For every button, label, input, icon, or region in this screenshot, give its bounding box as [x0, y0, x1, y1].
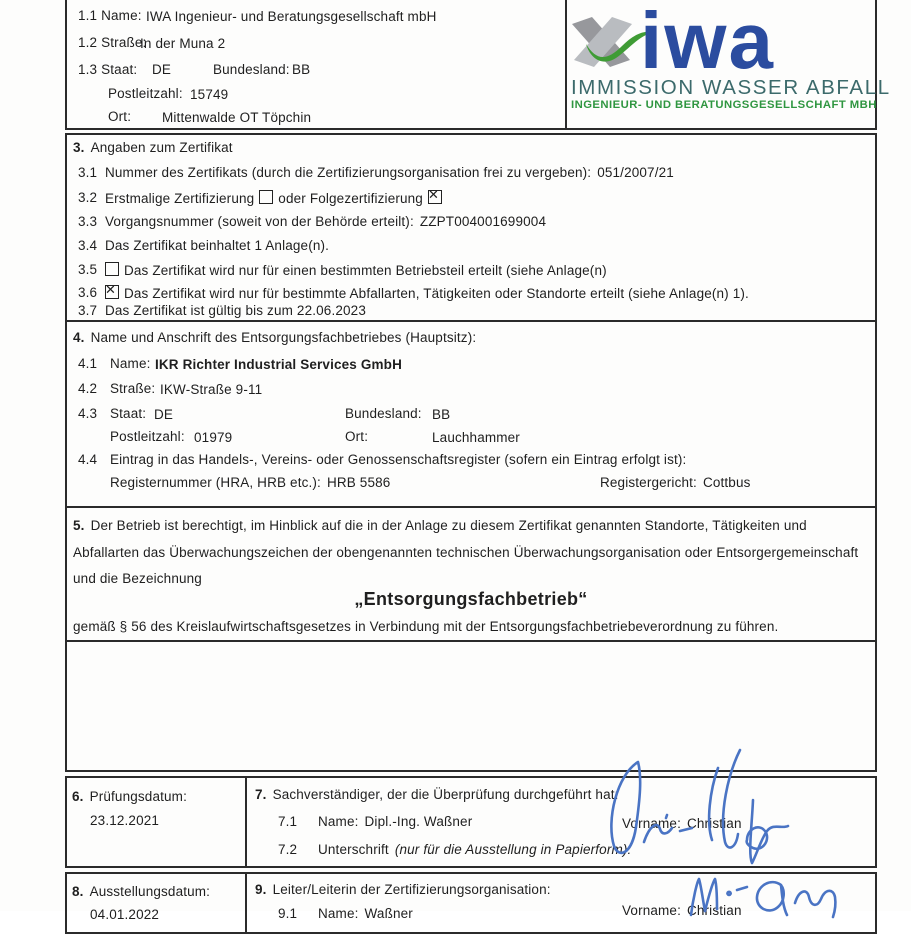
field-1-plz-value: 15749 [190, 87, 229, 102]
checkbox-bestimmte-abfallarten [105, 285, 119, 299]
field-1-1-value: IWA Ingenieur- und Beratungsgesellschaft mbH [146, 9, 437, 24]
box89-divider [245, 874, 247, 932]
field-4-4-text: Eintrag in das Handels-, Vereins- oder Genossenschaftsregister (sofern ein Eintrag erfolgt ist): [110, 452, 687, 467]
logo-line1: IMMISSION WASSER ABFALL [571, 76, 891, 99]
field-3-1-num: 3.1 [78, 165, 98, 180]
field-7-1-num: 7.1 [278, 814, 298, 829]
field-7-2: Unterschrift (nur für die Ausstellung in Papierform): [318, 842, 632, 857]
field-3-1: Nummer des Zertifikats (durch die Zertifizierungsorganisation frei zu vergeben): 051/2007/21 [105, 165, 674, 180]
field-3-2-num: 3.2 [78, 190, 98, 205]
field-1-1-label: 1.1 Name: [78, 8, 142, 23]
field-4-plz-label: Postleitzahl: [110, 429, 185, 444]
field-4-ort-label: Ort: [345, 429, 369, 444]
logo-line2: INGENIEUR- UND BERATUNGSGESELLSCHAFT MBH [571, 99, 877, 111]
checkbox-betriebsteil [105, 262, 119, 276]
field-4-3-staat-label: Staat: [110, 406, 147, 421]
field-3-6: ✕ Das Zertifikat wird nur für bestimmte Abfallarten, Tätigkeiten oder Standorte erteilt (siehe Anlage(n) 1). [105, 285, 749, 303]
field-1-2-label: 1.2 Straße: [78, 35, 147, 50]
field-1-ort-value: Mittenwalde OT Töpchin [162, 110, 312, 125]
section-5-line1: 5. Der Betrieb ist berechtigt, im Hinblick auf die in der Anlage zu diesem Zertifikat genannten Standorte, Tätigkeiten und [73, 518, 807, 533]
box67-divider [245, 778, 247, 866]
field-3-4: Das Zertifikat beinhaltet 1 Anlage(n). [105, 238, 330, 253]
field-4-3-bundesland-label: Bundesland: [345, 406, 422, 421]
field-3-3-num: 3.3 [78, 214, 98, 229]
section-9-header: 9. Leiter/Leiterin der Zertifizierungsorganisation: [255, 882, 551, 897]
field-3-4-num: 3.4 [78, 238, 98, 253]
field-4-plz-value: 01979 [194, 430, 233, 445]
field-3-5-num: 3.5 [78, 262, 98, 277]
section-5-line3: und die Bezeichnung [73, 571, 202, 586]
field-4-1-num: 4.1 [78, 356, 98, 371]
field-1-3-bundesland-value: BB [292, 62, 311, 77]
field-7-vorname: Vorname: Christian [622, 816, 742, 831]
section-5-line2: Abfallarten das Überwachungszeichen der obengenannten technischen Überwachungsorganisation oder Entsorgergemeinschaft [73, 545, 859, 560]
field-3-7-num: 3.7 [78, 303, 98, 318]
field-4-1-label: Name: [110, 356, 151, 371]
field-4-3-num: 4.3 [78, 406, 98, 421]
field-9-1: Name: Waßner [318, 906, 413, 921]
field-4-registergericht: Registergericht: Cottbus [600, 475, 751, 490]
field-9-1-num: 9.1 [278, 906, 298, 921]
signature-leiter [683, 873, 858, 918]
field-6-value: 23.12.2021 [90, 813, 160, 828]
field-3-2: Erstmalige Zertifizierung oder Folgezertifizierung✕ [105, 190, 447, 208]
field-1-plz-label: Postleitzahl: [108, 86, 183, 101]
field-3-6-num: 3.6 [78, 285, 98, 300]
field-8-value: 04.01.2022 [90, 907, 160, 922]
field-7-2-num: 7.2 [278, 842, 298, 857]
signature-sachverstaendiger [600, 742, 795, 872]
field-7-1: Name: Dipl.-Ing. Waßner [318, 814, 473, 829]
entsorgungsfachbetrieb-title: „Entsorgungsfachbetrieb“ [354, 589, 588, 609]
checkbox-erstmalige-zertifizierung [259, 190, 273, 204]
field-4-1-value: IKR Richter Industrial Services GmbH [155, 357, 402, 372]
field-3-3: Vorgangsnummer (soweit von der Behörde erteilt): ZZPT004001699004 [105, 214, 547, 229]
field-1-ort-label: Ort: [108, 109, 132, 124]
section-3-header: 3. Angaben zum Zertifikat [73, 140, 233, 155]
field-1-3-bundesland-label: Bundesland: [213, 62, 290, 77]
box1-divider [565, 0, 567, 128]
field-4-register: Registernummer (HRA, HRB etc.): HRB 5586 [110, 475, 391, 490]
section-4-header: 4. Name und Anschrift des Entsorgungsfachbetriebes (Hauptsitz): [73, 330, 477, 345]
field-9-vorname: Vorname: Christian [622, 903, 742, 918]
field-4-ort-value: Lauchhammer [432, 430, 520, 445]
field-3-5: Das Zertifikat wird nur für einen bestimmten Betriebsteil erteilt (siehe Anlage(n) [105, 262, 607, 280]
field-4-3-staat-value: DE [154, 407, 174, 422]
section-6-header: 6. Prüfungsdatum: [72, 789, 187, 804]
field-3-7: Das Zertifikat ist gültig bis zum 22.06.2023 [105, 303, 366, 318]
field-4-3-bundesland-value: BB [432, 407, 451, 422]
checkbox-folgezertifizierung [428, 190, 442, 204]
field-4-2-label: Straße: [110, 381, 156, 396]
iwa-logo-wordmark: iwa [640, 0, 775, 85]
field-1-3-label: 1.3 Staat: [78, 62, 138, 77]
section-8-header: 8. Ausstellungsdatum: [72, 884, 211, 899]
field-1-2-value: In der Muna 2 [140, 36, 226, 51]
field-4-4-num: 4.4 [78, 452, 98, 467]
field-4-2-value: IKW-Straße 9-11 [160, 382, 263, 397]
section-7-header: 7. Sachverständiger, der die Überprüfung durchgeführt hat: [255, 787, 619, 802]
section-5-line4: gemäß § 56 des Kreislaufwirtschaftsgesetzes in Verbindung mit der Entsorgungsfachbetriebeverordnung zu führen. [73, 619, 779, 634]
field-4-2-num: 4.2 [78, 381, 98, 396]
field-1-3-staat-value: DE [152, 62, 172, 77]
